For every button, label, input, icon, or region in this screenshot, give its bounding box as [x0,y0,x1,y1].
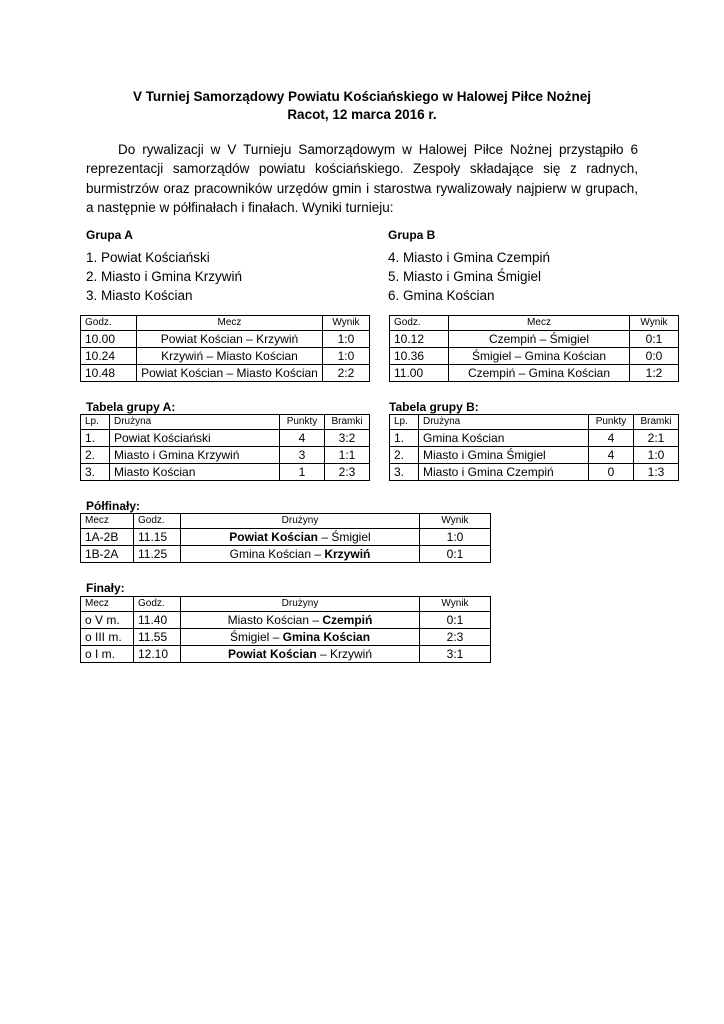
match-time: 10.36 [390,348,449,365]
document-subtitle: Racot, 12 marca 2016 r. [287,107,437,122]
team-away: Śmigiel [331,530,371,544]
match-time: 10.12 [390,331,449,348]
match-time: 10.24 [81,348,137,365]
match-teams: Krzywiń – Miasto Kościan [137,348,323,365]
team-home: Śmigiel [229,630,270,644]
match-teams: Śmigiel – Gmina Kościan [449,348,630,365]
match-teams: Czempiń – Gmina Kościan [449,365,630,382]
col-result: Wynik [420,597,491,612]
ko-match: o III m. [81,629,134,646]
col-team: Drużyna [110,415,280,430]
ko-teams [181,646,420,663]
standing-goals: 2:1 [634,430,679,447]
table-row [81,430,370,447]
ko-teams [181,629,420,646]
col-time: Godz. [134,514,181,529]
col-match: Mecz [449,316,630,331]
standing-goals: 2:3 [325,464,370,481]
col-result: Wynik [630,316,679,331]
standing-goals: 1:0 [634,447,679,464]
ko-time: 11.25 [134,546,181,563]
col-match: Mecz [137,316,323,331]
group-a-team: 1. Powiat Kościański [86,250,210,265]
intro-paragraph: Do rywalizacji w V Turnieju Samorządowym w Halowej Piłce Nożnej przystąpiło 6 reprezentacji samorządów powiatu kościańskiego. Zespoły składające się z radnych, burmistrzów oraz pracowników urzędów gmin i starostwa rywalizowały najpierw w grupach, a następnie w półfinałach i finałach. Wyniki turnieju: [86,142,638,215]
ko-teams [181,612,420,629]
group-b-team: 5. Miasto i Gmina Śmigiel [388,269,542,284]
col-team: Drużyna [419,415,589,430]
standing-team: Gmina Kościan [419,430,589,447]
standing-points: 4 [280,430,325,447]
group-a-list [86,228,242,305]
group-b-matches-table [389,315,679,382]
standing-goals: 1:1 [325,447,370,464]
standing-lp: 3. [390,464,419,481]
semifinals-heading: Półfinały: [86,499,141,513]
finals-heading: Finały: [86,581,125,595]
col-time: Godz. [134,597,181,612]
col-goals: Bramki [634,415,679,430]
table-row [81,464,370,481]
table-row [390,365,679,382]
ko-teams [181,546,420,563]
group-b-team: 6. Gmina Kościan [388,288,495,303]
ko-teams [181,529,420,546]
group-b-heading: Grupa B [388,228,436,242]
standings-a-heading: Tabela grupy A: [86,400,176,414]
standing-team: Miasto Kościan [110,464,280,481]
group-a-heading: Grupa A [86,228,133,242]
standing-goals: 1:3 [634,464,679,481]
match-time: 11.00 [390,365,449,382]
standing-goals: 3:2 [325,430,370,447]
ko-time: 12.10 [134,646,181,663]
team-home: Miasto Kościan [227,613,309,627]
standing-lp: 1. [81,430,110,447]
table-row [390,430,679,447]
col-points: Punkty [280,415,325,430]
table-row [390,447,679,464]
ko-result: 2:3 [420,629,491,646]
table-row [390,348,679,365]
standing-lp: 3. [81,464,110,481]
standing-lp: 1. [390,430,419,447]
match-teams: Czempiń – Śmigiel [449,331,630,348]
match-time: 10.00 [81,331,137,348]
col-goals: Bramki [325,415,370,430]
col-lp: Lp. [390,415,419,430]
standings-b-heading: Tabela grupy B: [389,400,479,414]
standing-team: Miasto i Gmina Krzywiń [110,447,280,464]
group-a-team: 3. Miasto Kościan [86,288,193,303]
table-row [81,546,491,563]
col-lp: Lp. [81,415,110,430]
team-away: Krzywiń [330,647,373,661]
match-result: 1:0 [322,348,369,365]
ko-time: 11.15 [134,529,181,546]
ko-match: 1A-2B [81,529,134,546]
table-row [81,529,491,546]
standing-lp: 2. [390,447,419,464]
document-title: V Turniej Samorządowy Powiatu Kościańskiego w Halowej Piłce Nożnej [132,89,592,104]
col-teams: Drużyny [181,514,420,529]
col-match: Mecz [81,514,134,529]
group-a-matches-table [80,315,370,382]
finals-table [80,596,491,663]
col-points: Punkty [589,415,634,430]
ko-result: 3:1 [420,646,491,663]
match-teams: Powiat Kościan – Miasto Kościan [137,365,323,382]
table-row [81,447,370,464]
standings-a-table [80,414,370,481]
group-b-list [388,228,550,305]
standing-points: 1 [280,464,325,481]
standing-points: 4 [589,430,634,447]
team-away: Czempiń [322,613,373,627]
standing-team: Powiat Kościański [110,430,280,447]
match-result: 1:2 [630,365,679,382]
standing-team: Miasto i Gmina Śmigiel [419,447,589,464]
standing-points: 0 [589,464,634,481]
match-teams: Powiat Kościan – Krzywiń [137,331,323,348]
match-result: 2:2 [322,365,369,382]
ko-result: 1:0 [420,529,491,546]
team-separator: – [316,647,330,661]
team-separator: – [311,547,325,561]
table-row [390,464,679,481]
standing-points: 3 [280,447,325,464]
col-teams: Drużyny [181,597,420,612]
match-result: 0:1 [630,331,679,348]
col-result: Wynik [322,316,369,331]
team-home: Powiat Kościan [227,647,317,661]
ko-result: 0:1 [420,612,491,629]
table-row [81,365,370,382]
table-row [81,348,370,365]
ko-time: 11.40 [134,612,181,629]
team-home: Powiat Kościan [229,530,318,544]
table-row [81,612,491,629]
standing-lp: 2. [81,447,110,464]
team-away: Krzywiń [324,547,371,561]
col-result: Wynik [420,514,491,529]
table-row [81,629,491,646]
ko-time: 11.55 [134,629,181,646]
col-match: Mecz [81,597,134,612]
match-result: 0:0 [630,348,679,365]
team-separator: – [309,613,323,627]
standings-b-table [389,414,679,481]
match-result: 1:0 [322,331,369,348]
ko-result: 0:1 [420,546,491,563]
team-separator: – [317,530,332,544]
col-time: Godz. [81,316,137,331]
semifinals-table [80,513,491,563]
ko-match: o V m. [81,612,134,629]
table-row [81,331,370,348]
team-home: Gmina Kościan [229,547,311,561]
match-time: 10.48 [81,365,137,382]
table-row [390,331,679,348]
ko-match: 1B-2A [81,546,134,563]
col-time: Godz. [390,316,449,331]
group-b-team: 4. Miasto i Gmina Czempiń [388,250,551,265]
team-away: Gmina Kościan [282,630,371,644]
group-a-team: 2. Miasto i Gmina Krzywiń [86,269,243,284]
standing-points: 4 [589,447,634,464]
ko-match: o I m. [81,646,134,663]
table-row [81,646,491,663]
team-separator: – [269,630,283,644]
standing-team: Miasto i Gmina Czempiń [419,464,589,481]
